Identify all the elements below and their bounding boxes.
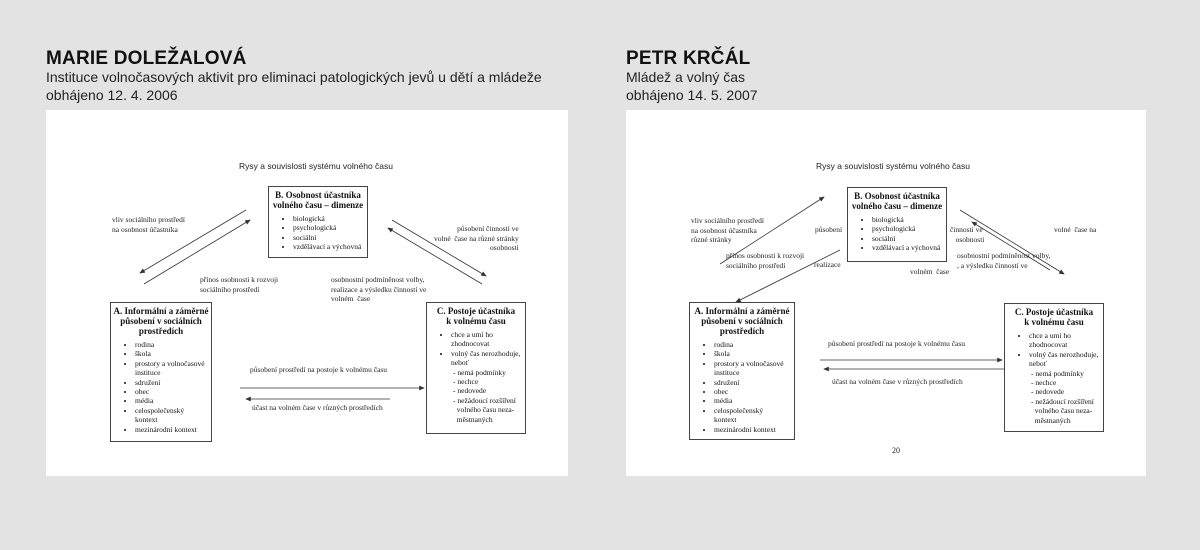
label-personality-contribution: přínos osobnosti k rozvoji sociálního prostředí: [200, 275, 279, 294]
diagram-title: Rysy a souvislosti systému volného času: [239, 161, 394, 171]
list-item: • obec: [714, 387, 794, 396]
list-item: - nechce: [453, 377, 479, 387]
label-social-influence: vliv sociálního prostředí na osobnost účastníka: [112, 215, 185, 234]
box-b-title: B. Osobnost účastníka volného času – dimenze: [272, 190, 364, 210]
list-item: • volný čas nerozhoduje, neboť: [451, 349, 525, 368]
diagram-page: [626, 110, 1146, 476]
list-item: • rodina: [135, 340, 211, 349]
list-item: • rodina: [714, 340, 794, 349]
box-b-personality: [847, 187, 947, 262]
box-a-environment: [689, 302, 795, 440]
defense-date: obhájeno 12. 4. 2006: [46, 87, 178, 103]
label-personality-contribution: přínos osobnosti k rozvoji sociálního prostředí: [726, 251, 805, 270]
list-item: • média: [135, 396, 211, 405]
box-c-sublist: [1005, 369, 1103, 425]
list-item: - nežádoucí rozšíření volného času neza- městnaných: [1031, 396, 1094, 425]
list-item: - nežádoucí rozšíření volného času neza- městnaných: [453, 395, 516, 424]
box-c-list: [1005, 331, 1103, 369]
list-item: • škola: [714, 349, 794, 358]
box-a-list: [111, 340, 211, 434]
diagram-title: Rysy a souvislosti systému volného času: [816, 161, 971, 171]
box-b-list: [269, 214, 367, 252]
box-b-title: B. Osobnost účastníka volného času – dimenze: [851, 191, 943, 211]
box-c-title: C. Postoje účastníka k volnému času: [1014, 307, 1094, 327]
thesis-title: Instituce volnočasových aktivit pro eliminaci patologických jevů u dětí a mládeže: [46, 69, 542, 85]
label-participation: účast na volném čase v různých prostředích: [252, 403, 383, 412]
label-effect: působení: [815, 225, 843, 234]
defense-date: obhájeno 14. 5. 2007: [626, 87, 758, 103]
box-b-list: [848, 215, 946, 253]
box-c-list: [427, 330, 525, 368]
thesis-title: Mládež a volný čas: [626, 69, 746, 85]
box-a-environment: [110, 302, 212, 442]
list-item: - nedovede: [1031, 387, 1065, 397]
list-item: • psychologická: [293, 223, 367, 232]
author-name: PETR KRČÁL: [626, 48, 751, 69]
box-b-personality: [268, 186, 368, 258]
label-personality-conditioning: osobnostní podmíněnost volby, realizace a výsledku činností ve volném čase: [331, 275, 427, 304]
box-a-title: A. Informální a záměrné působení v sociálních prostředích: [113, 306, 209, 336]
label-realization: realizace: [814, 260, 841, 269]
list-item: • škola: [135, 349, 211, 358]
label-free-time-2: volném čase: [910, 267, 950, 276]
list-item: • biologická: [293, 214, 367, 223]
box-c-attitudes: [426, 302, 526, 434]
list-item: • obec: [135, 387, 211, 396]
author-name: MARIE DOLEŽALOVÁ: [46, 48, 247, 69]
label-social-influence: vliv sociálního prostředí na osobnost účastníka různé stránky: [691, 216, 764, 245]
list-item: • sociální: [872, 234, 946, 243]
box-c-title: C. Postoje účastníka k volnému času: [436, 306, 516, 326]
list-item: • prostory a volnočasové instituce: [714, 359, 794, 378]
list-item: - nechce: [1031, 378, 1057, 388]
list-item: - nemá podmínky: [453, 367, 506, 377]
list-item: - nedovede: [453, 386, 487, 396]
label-personality-conditioning: osobnostní podmíněnost volby, , a výsledku činností ve: [957, 251, 1051, 270]
list-item: • vzdělávací a výchovná: [872, 243, 946, 252]
list-item: • mezinárodní kontext: [135, 425, 211, 434]
box-c-sublist: [427, 368, 525, 424]
label-activity-effect: působení činnosti ve volné čase na různé stránky osobnosti: [434, 224, 519, 253]
diagram-page: [46, 110, 568, 476]
label-participation: účast na volném čase v různých prostředích: [832, 377, 963, 386]
box-c-attitudes: [1004, 303, 1104, 432]
list-item: • prostory a volnočasové instituce: [135, 359, 211, 378]
list-item: • celospolečenský kontext: [714, 406, 794, 425]
list-item: • média: [714, 396, 794, 405]
page-number: 20: [892, 446, 900, 455]
list-item: • sdružení: [135, 378, 211, 387]
box-a-title: A. Informální a záměrné působení v sociálních prostředích: [694, 306, 790, 336]
list-item: • sdružení: [714, 378, 794, 387]
list-item: • chce a umí ho zhodnocovat: [1029, 331, 1103, 350]
list-item: • volný čas nerozhoduje, neboť: [1029, 350, 1103, 369]
label-activity: činnosti ve osobnosti: [950, 225, 985, 244]
list-item: • mezinárodní kontext: [714, 425, 794, 434]
label-env-to-attitudes: působení prostředí na postoje k volnému času: [250, 365, 388, 374]
list-item: • vzdělávací a výchovná: [293, 242, 367, 251]
list-item: - nemá podmínky: [1031, 368, 1084, 378]
list-item: • psychologická: [872, 224, 946, 233]
list-item: • chce a umí ho zhodnocovat: [451, 330, 525, 349]
label-env-to-attitudes: působení prostředí na postoje k volnému času: [828, 339, 966, 348]
list-item: • sociální: [293, 233, 367, 242]
list-item: • celospolečenský kontext: [135, 406, 211, 425]
box-a-list: [690, 340, 794, 434]
label-free-time: volné čase na: [1054, 225, 1097, 234]
list-item: • biologická: [872, 215, 946, 224]
